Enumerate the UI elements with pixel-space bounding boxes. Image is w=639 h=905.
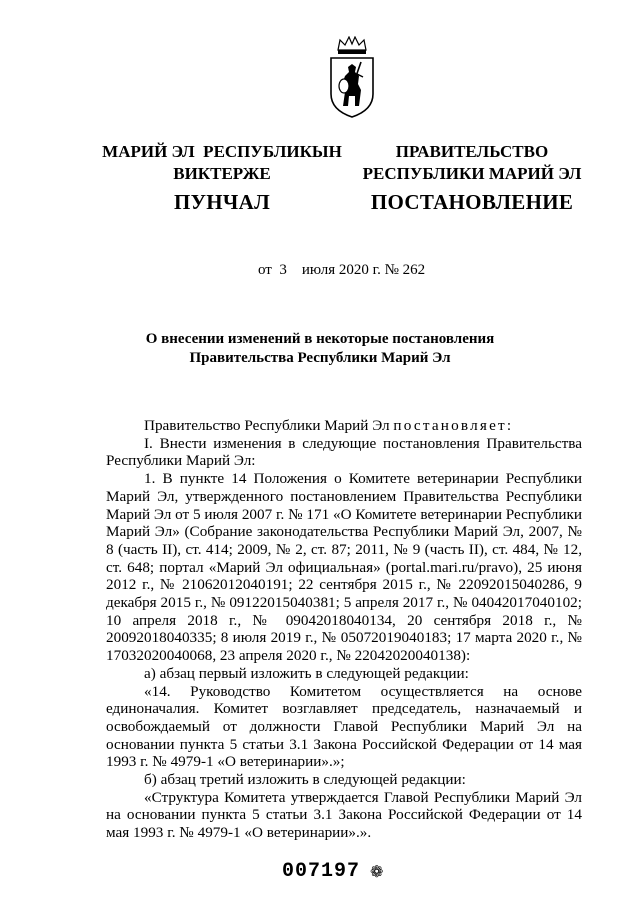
paragraph-quote-structure: «Структура Комитета утверждается Главой Республики Марий Эл на основании пункта 5 статьи 3.1 Закона Российской Федерации от 14 мая 1993 г. № 4979-1 «О ветеринарии».». xyxy=(106,788,582,842)
paragraph-item-1: 1. В пункте 14 Положения о Комитете ветеринарии Республики Марий Эл, утвержденного постановлением Правительства Республики Марий Эл от 5 июля 2007 г. № 171 «О Комитете ветеринарии Республики Марий Эл» (Собрание законодательства Республики Марий Эл, 2007, № 8 (часть II), ст. 414; 2009, № 2, ст. 87; 2011, № 9 (часть II), ст. 484, № 12, ст. 648; портал «Марий Эл официальная» (portal.mari.ru/pravo), 25 июня 2012 г., № 21062012040191; 22 сентября 2015 г., № 22092015040286, 9 декабря 2015 г., № 09122015040381; 5 апреля 2017 г., № 04042017040102; 10 апреля 2018 г., № 09042018040134, 20 сентября 2018 г., № 20092018040335; 8 июля 2019 г., № 05072019040183; 17 марта 2020 г., № 17032020040068, 23 апреля 2020 г., № 22042020040138): xyxy=(106,470,582,665)
paragraph-item-b: б) абзац третий изложить в следующей редакции: xyxy=(144,771,466,789)
coat-of-arms-icon xyxy=(325,36,379,120)
header-left-line1: МАРИЙ ЭЛ РЕСПУБЛИКЫН xyxy=(102,142,342,161)
document-body xyxy=(106,417,582,842)
header-right-line2: РЕСПУБЛИКИ МАРИЙ ЭЛ xyxy=(362,164,582,183)
document-title xyxy=(100,330,540,368)
header-right-line1: ПРАВИТЕЛЬСТВО xyxy=(395,142,549,161)
header-right xyxy=(362,141,582,215)
serial-number: 007197 xyxy=(282,860,361,883)
preamble-spaced: постановляет: xyxy=(393,417,514,434)
preamble-text: Правительство Республики Марий Эл xyxy=(144,417,394,434)
header-left xyxy=(102,141,342,215)
paragraph-preamble xyxy=(106,417,582,435)
flower-mark-icon: ❁ xyxy=(370,864,384,881)
header-left-title: ПУНЧАЛ xyxy=(173,190,271,214)
header-right-title: ПОСТАНОВЛЕНИЕ xyxy=(370,190,574,214)
paragraph-item-a: а) абзац первый изложить в следующей редакции: xyxy=(144,664,469,682)
paragraph-quote-14: «14. Руководство Комитетом осуществляется на основе единоначалия. Комитет возглавляет председатель, назначаемый и освобождаемый от должности Главой Республики Марий Эл на основании пункта 5 статьи 3.1 Закона Российской Федерации от 14 мая 1993 г. № 4979-1 «О ветеринарии».»; xyxy=(106,682,582,771)
title-line1: О внесении изменений в некоторые постановления xyxy=(145,331,495,347)
document-date: от 3 июля 2020 г. № 262 xyxy=(258,262,426,278)
paragraph-section-1: I. Внести изменения в следующие постановления Правительства Республики Марий Эл: xyxy=(106,434,582,470)
header-left-line2: ВИКТЕРЖЕ xyxy=(173,164,271,183)
title-line2: Правительства Республики Марий Эл xyxy=(189,350,451,366)
